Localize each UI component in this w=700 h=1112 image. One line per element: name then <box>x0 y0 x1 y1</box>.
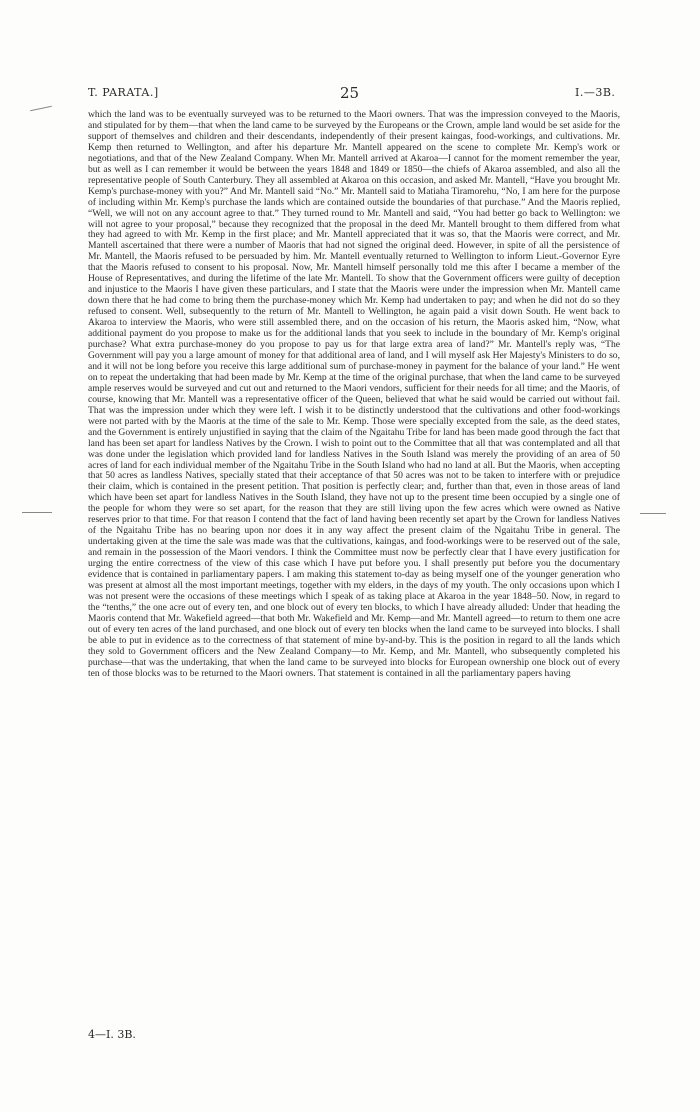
page-number: 25 <box>340 84 360 102</box>
margin-mark <box>22 512 52 513</box>
running-header-right: I.—3B. <box>575 86 616 99</box>
margin-mark <box>640 513 666 514</box>
body-paragraph: which the land was to be eventually surveyed was to be returned to the Maori owners. That was the impression conveyed to the Maoris, and stipulated for by them—that when the land came to be surveyed by the Europeans or the Crown, ample land would be set aside for the support of themselves and children and their descendants, independently of their present kaingas, food-workings, and cultivations. Mr. Kemp then returned to Wellington, and after his departure Mr. Mantell appeared on the scene to complete Mr. Kemp's work or negotiations, and that of the New Zealand Company. When Mr. Mantell arrived at Akaroa—I cannot for the moment remember the year, but as well as I can remember it would be between the years 1848 and 1849 or 1850—the chiefs of Akaroa assembled, and also all the representative people of South Canterbury. They all assembled at Akaroa on this occasion, and asked Mr. Mantell, “Have you brought Mr. Kemp's purchase-money with you?” And Mr. Mantell said “No.” Mr. Mantell said to Matiaha Tiramorehu, “No, I am here for the purpose of including within Mr. Kemp's purchase the lands which are contained outside the boundaries of that purchase.” And the Maoris replied, “Well, we will not on any account agree to that.” They turned round to Mr. Mantell and said, “You had better go back to Wellington: we will not agree to your proposal,” because they recognized that the proposal in the deed Mr. Mantell brought to them differed from what they had agreed to with Mr. Kemp in the first place; and Mr. Mantell appreciated that it was so, that the Maoris were correct, and Mr. Mantell ascertained that there were a number of Maoris that had not signed the original deed. However, in spite of all the persistence of Mr. Mantell, the Maoris refused to be persuaded by him. Mr. Mantell eventually returned to Wellington to inform Lieut.-Governor Eyre that the Maoris refused to consent to his proposal. Now, Mr. Mantell himself personally told me this after I became a member of the House of Representatives, and during the lifetime of the late Mr. Mantell. To show that the Government officers were guilty of deception and injustice to the Maoris I have given these particulars, and I state that the Maoris were under the impression when Mr. Mantell came down there that he had come to bring them the purchase-money which Mr. Kemp had undertaken to pay; and when he did not do so they refused to consent. Well, subsequently to the return of Mr. Mantell to Wellington, he again paid a visit down South. He went back to Akaroa to interview the Maoris, who were still assembled there, and on the occasion of his return, the Maoris asked him, “Now, what additional payment do you propose to make us for the additional lands that you seek to include in the boundary of Mr. Kemp's original purchase? What extra purchase-money do you propose to pay us for that large extra area of land?” Mr. Mantell's reply was, “The Government will pay you a large amount of money for that additional area of land, and I will myself ask Her Majesty's Ministers to do so, and it will not be long before you receive this large additional sum of purchase-money in payment for the balance of your land.” He went on to repeat the undertaking that had been made by Mr. Kemp at the time of the original purchase, that when the land came to be surveyed ample reserves would be surveyed and cut out and returned to the Maori vendors, sufficient for their needs for all time; and the Maoris, of course, knowing that Mr. Mantell was a representative officer of the Queen, believed that what he said would be carried out without fail. That was the impression under which they were left. I wish it to be distinctly understood that the cultivations and other food-workings were not parted with by the Maoris at the time of the sale to Mr. Kemp. Those were specially excepted from the sale, as the deed states, and the Government is entirely unjustified in saying that the claim of the Ngaitahu Tribe for land has been made good through the fact that land has been set apart for landless Natives by the Crown. I wish to point out to the Committee that all that was contemplated and all that was done under the legislation which provided land for landless Natives in the South Island was merely the providing of an area of 50 acres of land for each individual member of the Ngaitahu Tribe in the South Island who had no land at all. But the Maoris, when accepting that 50 acres as landless Natives, specially stated that their acceptance of that 50 acres was not to be taken to interfere with or prejudice their claim, which is contained in the present petition. That position is perfectly clear; and, further than that, even in those areas of land which have been set apart for landless Natives in the South Island, they have not up to the present time been occupied by a single one of the people for whom they were so set apart, for the reason that they are still living upon the few acres which were owned as Native reserves prior to that time. For that reason I contend that the fact of land having been recently set apart by the Crown for landless Natives of the Ngaitahu Tribe has no bearing upon nor does it in any way affect the present claim of the Ngaitahu Tribe in general. The undertaking given at the time the sale was made was that the cultivations, kaingas, and food-workings were to be reserved out of the sale, and remain in the possession of the Maori vendors. I think the Committee must now be perfectly clear that I have every justification for urging the entire correctness of the view of this case which I have put before you. I shall presently put before you the documentary evidence that is contained in parliamentary papers. I am making this statement to-day as being myself one of the younger generation who was present at almost all the most important meetings, together with my elders, in the days of my youth. The only occasions upon which I was not present were the occasions of these meetings which I speak of as taking place at Akaroa in the year 1848–50. Now, in regard to the “tenths,” the one acre out of every ten, and one block out of every ten blocks, to which I have already alluded: Under that heading the Maoris contend that Mr. Wakefield agreed—that both Mr. Wakefield and Mr. Kemp—and Mr. Mantell agreed—to return to them one acre out of every ten acres of the land purchased, and one block out of every ten blocks when the land came to be surveyed into blocks. I shall be able to put in evidence as to the correctness of that statement of mine by-and-by. This is the position in regard to all the lands which they sold to Government officers and the New Zealand Company—to Mr. Kemp, and Mr. Mantell, who subsequently completed his purchase—that was the undertaking, that when the land came to be surveyed into blocks for European ownership one block out of every ten of those blocks was to be returned to the Maori owners. That statement is contained in all the parliamentary papers having <box>88 109 620 679</box>
signature-mark: 4—I. 3B. <box>88 1028 136 1041</box>
margin-mark <box>30 106 52 112</box>
running-header-left: T. PARATA.] <box>88 86 159 99</box>
